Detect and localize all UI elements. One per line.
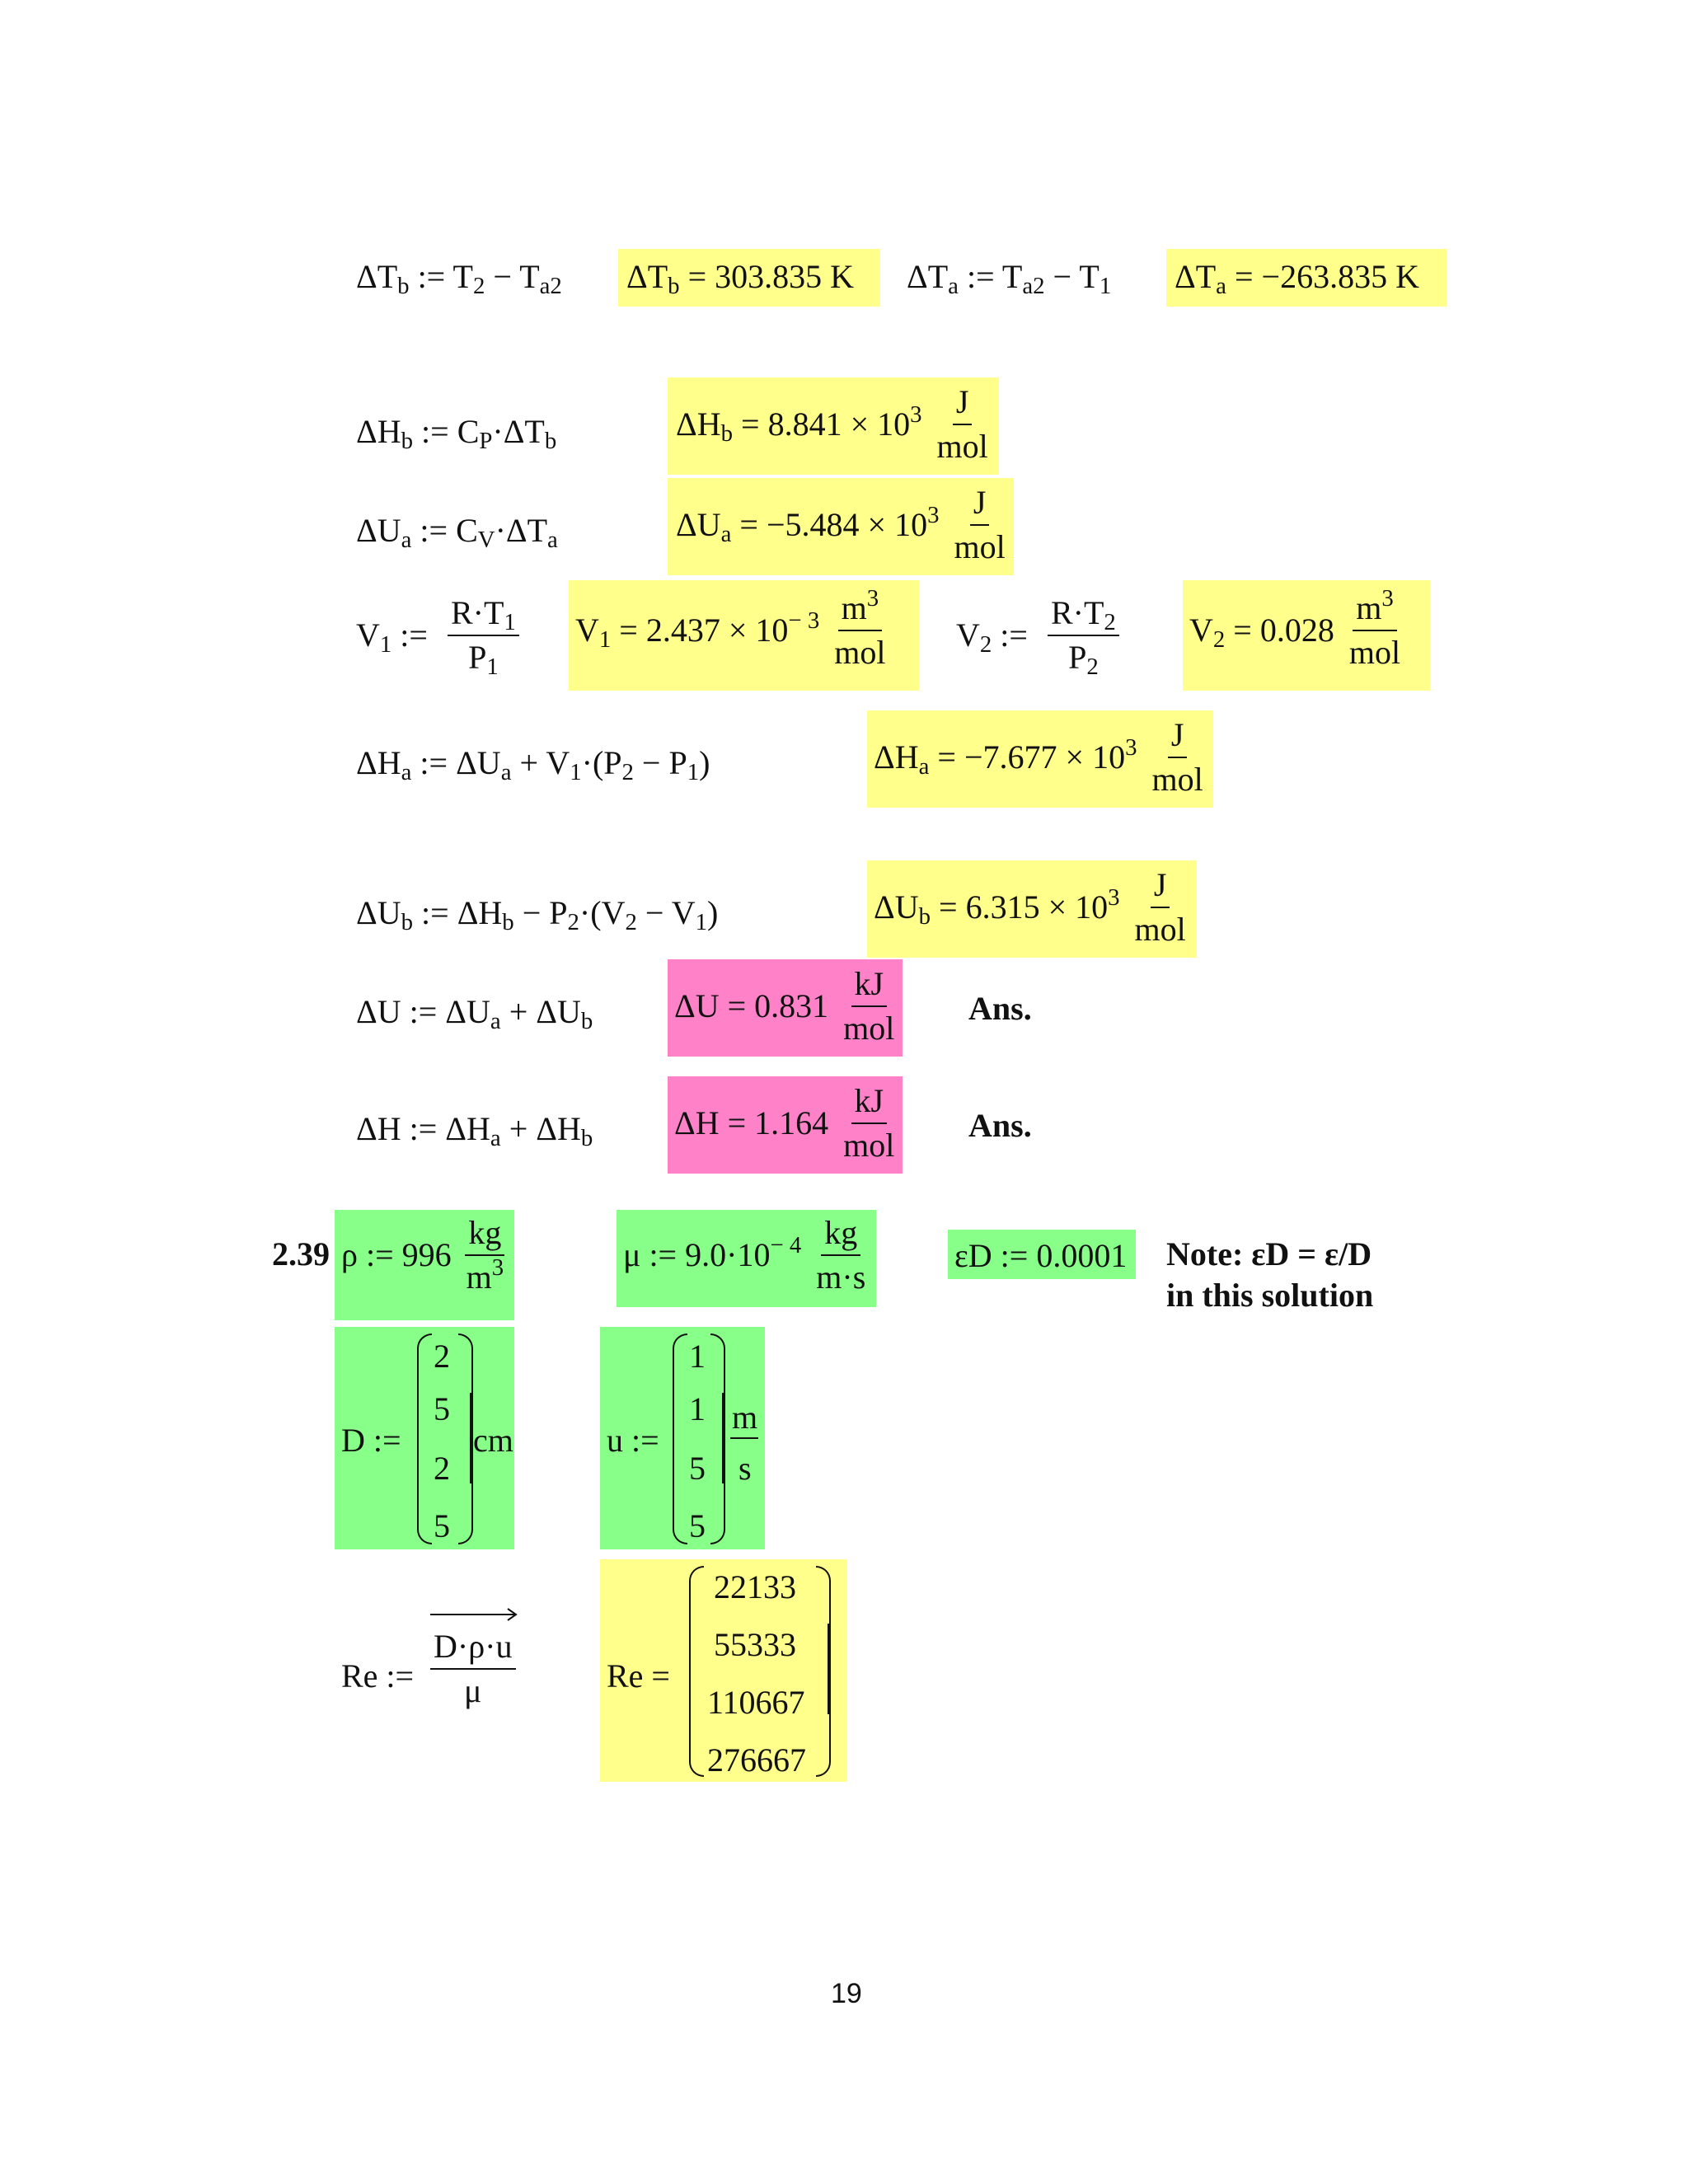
dUa-result: $\Delta U_a = -5.484 \times 10^3$ $\frac{J}{\text{mol}}$ xyxy=(676,484,1006,565)
page-number: 19 xyxy=(831,1978,862,2009)
Re-value-2: 55333 xyxy=(714,1626,796,1663)
V2-definition: $V_2$ := $\frac{R\cdot T_2}{P_2}$ xyxy=(956,597,1123,674)
note-line-2: in this solution xyxy=(1166,1277,1374,1314)
dH-definition: ΔH := $\Delta H_a + \Delta H_b$ xyxy=(356,1110,593,1152)
dH-answer-label: Ans. xyxy=(968,1107,1032,1144)
u-vector-label: u := xyxy=(607,1422,659,1459)
Re-result-right-rule xyxy=(828,1624,829,1714)
dTb-result: $\Delta T_b = 303.835$ K xyxy=(626,258,855,300)
note-line-1: Note: εD = ε/D xyxy=(1166,1235,1372,1272)
D-vector-left-paren xyxy=(417,1333,432,1544)
rho-definition: ρ := 996 $\frac{kg}{m^3}$ xyxy=(341,1214,504,1296)
D-value-2: 5 xyxy=(434,1390,450,1427)
Re-denominator: μ xyxy=(464,1672,482,1709)
V2-result: $V_2 = 0.028$ $\frac{m^3}{\text{mol}}$ xyxy=(1189,585,1401,671)
dHb-result: $\Delta H_b = 8.841 \times 10^3$ $\frac{J}{\text{mol}}$ xyxy=(676,383,988,465)
D-value-4: 5 xyxy=(434,1507,450,1544)
dTa-definition: $\Delta T_a$ := $T_{a2} - T_1$ xyxy=(907,258,1112,300)
Re-value-1: 22133 xyxy=(714,1568,796,1605)
D-vector-label: D := xyxy=(341,1422,401,1459)
dU-answer-label: Ans. xyxy=(968,990,1032,1027)
Re-result-left-paren xyxy=(689,1566,704,1777)
D-value-1: 2 xyxy=(434,1338,450,1375)
u-value-3: 5 xyxy=(689,1450,706,1487)
u-value-1: 1 xyxy=(689,1338,706,1375)
dUa-definition: $\Delta U_a$ := $C_V\cdot\Delta T_a$ xyxy=(356,512,558,554)
dTa-result: $\Delta T_a = -263.835$ K xyxy=(1175,258,1419,300)
problem-number: 2.39 xyxy=(272,1235,330,1272)
Re-numerator: D·ρ·u xyxy=(430,1630,516,1670)
u-unit-num: m xyxy=(732,1399,758,1436)
vectorize-arrow-icon xyxy=(429,1604,521,1625)
dTb-definition: $\Delta T_b$ := $T_2 - T_{a2}$ xyxy=(356,258,562,300)
D-vector-right-rule xyxy=(470,1393,471,1483)
Re-result-label: Re = xyxy=(607,1657,670,1694)
V1-result: $V_1 = 2.437 \times 10^{- 3}$ $\frac{m^3}{\text{mol}}$ xyxy=(575,585,886,671)
dU-result: ΔU = 0.831 $\frac{kJ}{\text{mol}}$ xyxy=(674,965,895,1047)
dU-definition: ΔU := $\Delta U_a + \Delta U_b$ xyxy=(356,993,593,1035)
dHb-definition: $\Delta H_b$ := $C_P\cdot\Delta T_b$ xyxy=(356,413,557,455)
D-value-3: 2 xyxy=(434,1450,450,1487)
dUb-definition: $\Delta U_b$ := $\Delta H_b - P_2\cdot(V_2 - V_1)$ xyxy=(356,894,719,936)
mu-definition: μ := $9.0\cdot 10^{- 4}$ $\frac{kg}{m\cdot s}$ xyxy=(623,1214,866,1296)
u-value-4: 5 xyxy=(689,1507,706,1544)
u-value-2: 1 xyxy=(689,1390,706,1427)
Re-value-3: 110667 xyxy=(707,1684,805,1721)
D-unit: cm xyxy=(473,1422,513,1459)
u-vector-left-paren xyxy=(673,1333,687,1544)
vectorize-arrow xyxy=(429,1604,521,1629)
u-vector-right-rule xyxy=(722,1393,724,1483)
dH-result: ΔH = 1.164 $\frac{kJ}{\text{mol}}$ xyxy=(674,1082,895,1164)
eps-definition: εD := 0.0001 xyxy=(954,1237,1128,1274)
u-unit-den: s xyxy=(738,1450,752,1487)
Re-definition-fraction xyxy=(427,1630,519,1708)
Re-value-4: 276667 xyxy=(707,1741,806,1779)
u-unit-rule xyxy=(730,1437,758,1439)
dHa-definition: $\Delta H_a$ := $\Delta U_a + V_1\cdot(P_2 - P_1)$ xyxy=(356,744,710,786)
Re-definition-label: Re := xyxy=(341,1657,415,1694)
dHa-result: $\Delta H_a = -7.677 \times 10^3$ $\frac{J}{\text{mol}}$ xyxy=(874,716,1203,798)
V1-definition: $V_1$ := $\frac{R\cdot T_1}{P_1}$ xyxy=(356,597,523,674)
dUb-result: $\Delta U_b = 6.315 \times 10^3$ $\frac{J}{\text{mol}}$ xyxy=(874,866,1186,948)
